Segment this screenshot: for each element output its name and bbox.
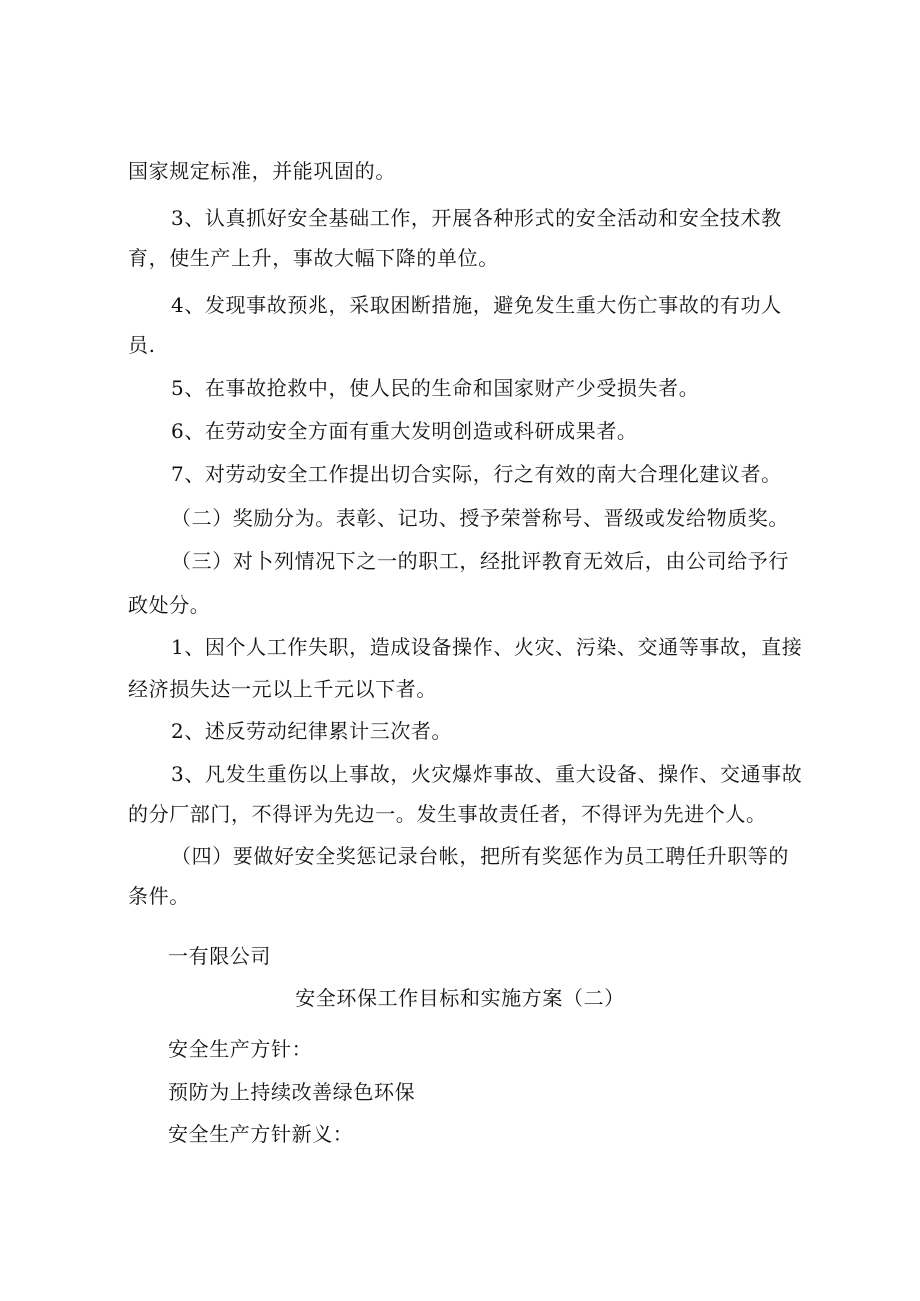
paragraph-line: 3、凡发生重伤以上事故，火灾爆炸事故、重大设备、操作、交通事故 <box>171 762 803 786</box>
paragraph-line: 7、对劳动安全工作提出切合实际，行之有效的南大合理化建议者。 <box>171 462 782 486</box>
paragraph-line: （三）对卜列情况下之一的职工，经批评教育无效后，由公司给予行 <box>171 549 789 573</box>
paragraph-line: （二）奖励分为。表彰、记功、授予荣誉称号、晋级或发给物质奖。 <box>171 506 789 530</box>
paragraph-line: 3、认真抓好安全基础工作，开展各种形式的安全活动和安全技术教 <box>171 206 782 230</box>
paragraph-line: 2、述反劳动纪律累计三次者。 <box>171 719 453 743</box>
paragraph-line: 4、发现事故预兆，采取困断措施，避免发生重大伤亡事故的有功人 <box>171 293 782 317</box>
paragraph-line: 员. <box>128 333 156 357</box>
slogan-line: 预防为上持续改善绿色环保 <box>168 1080 416 1104</box>
paragraph-line: 5、在事故抢救中，使人民的生命和国家财产少受损失者。 <box>171 376 700 400</box>
company-name: 一有限公司 <box>168 944 271 968</box>
paragraph-line: 1、因个人工作失职，造成设备操作、火灾、污染、交通等事故，直接 <box>171 635 803 659</box>
paragraph-line: 条件。 <box>128 884 190 908</box>
paragraph-line: 国家规定标准，并能巩固的。 <box>128 159 396 183</box>
section-title: 安全环保工作目标和实施方案（二） <box>295 986 625 1010</box>
paragraph-line: 育，使生产上升，事故大幅下降的单位。 <box>128 246 499 270</box>
paragraph-line: 政处分。 <box>128 593 211 617</box>
heading-line: 安全生产方针新义： <box>168 1122 354 1146</box>
paragraph-line: 6、在劳动安全方面有重大发明创造或科研成果者。 <box>171 419 638 443</box>
paragraph-line: 的分厂部门，不得评为先边一。发生事故责任者，不得评为先进个人。 <box>128 802 767 826</box>
paragraph-line: （四）要做好安全奖惩记录台帐，把所有奖惩作为员工聘任升职等的 <box>171 844 789 868</box>
heading-line: 安全生产方针： <box>168 1037 313 1061</box>
paragraph-line: 经济损失达一元以上千元以下者。 <box>128 677 437 701</box>
